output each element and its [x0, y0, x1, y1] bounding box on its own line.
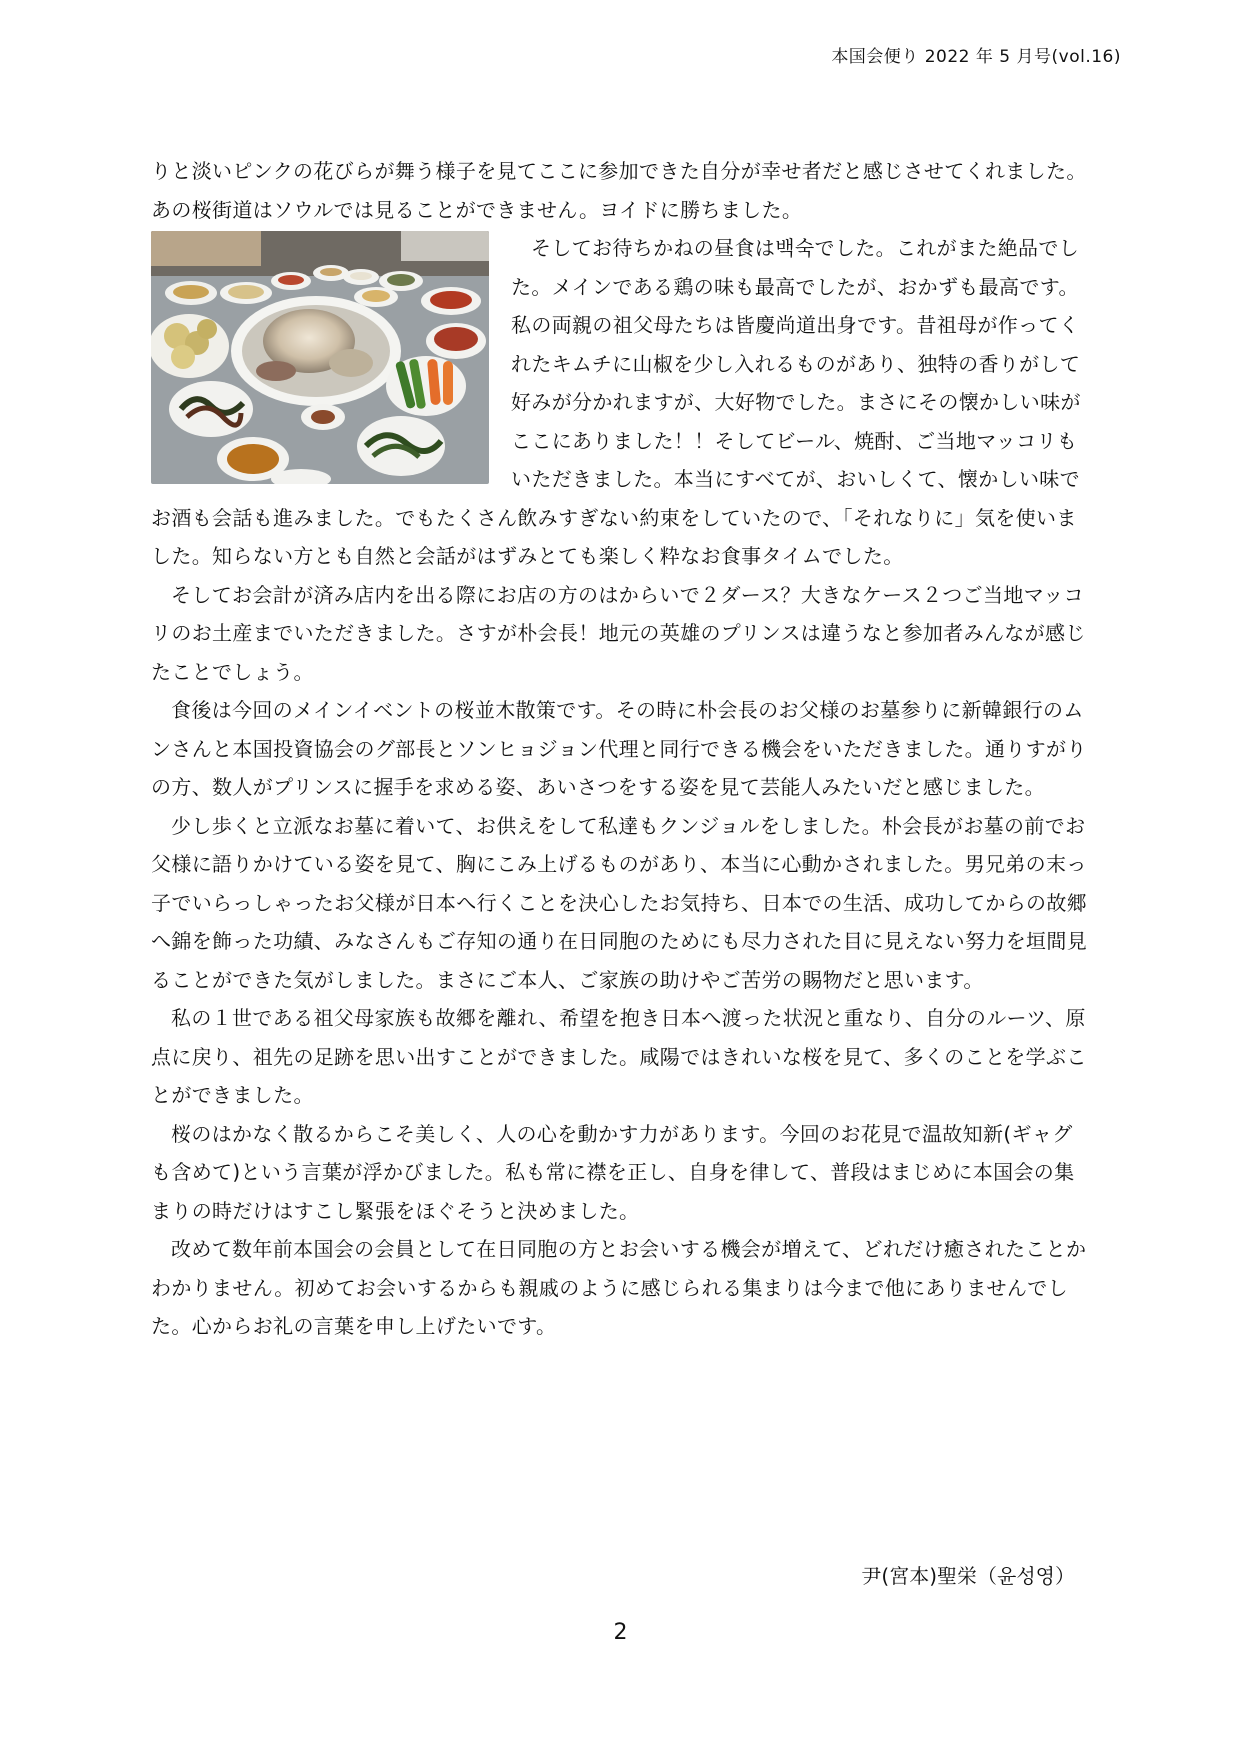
- meal-photo-graphic: [151, 231, 489, 484]
- paragraph: 少し歩くと立派なお墓に着いて、お供えをして私達もクンジョルをしました。朴会長がお墓の前でお父様に語りかけている姿を見て、胸にこみ上げるものがあり、本当に心動かされました。男兄弟の末っ子でいらっしゃったお父様が日本へ行くことを決心したお気持ち、日本での生活、成功してからの故郷へ錦を飾った功績、みなさんもご存知の通り在日同胞のためにも尽力された目に見えない努力を垣間見ることができた気がしました。まさにご本人、ご家族の助けやご苦労の賜物だと思います。: [151, 813, 1088, 992]
- paragraph: 桜のはかなく散るからこそ美しく、人の心を動かす力があります。今回のお花見で温故知新(ギャグも含めて)という言葉が浮かびました。私も常に襟を正し、自身を律して、普段はまじめに本国会の集まりの時だけはすこし緊張をほぐそうと決めました。: [151, 1121, 1075, 1223]
- paragraph: そしてお会計が済み店内を出る際にお店の方のはからいで２ダース？大きなケース２つご当地マッコリのお土産までいただきました。さすが朴会長！地元の英雄のプリンスは違うなと参加者みんなが感じたことでしょう。: [151, 582, 1086, 684]
- paragraph: 改めて数年前本国会の会員として在日同胞の方とお会いする機会が増えて、どれだけ癒されたことかわかりません。初めてお会いするからも親戚のように感じられる集まりは今まで他にありませんでした。心からお礼の言葉を申し上げたいです。: [151, 1237, 1087, 1338]
- paragraph: 食後は今回のメインイベントの桜並木散策です。その時に朴会長のお父様のお墓参りに新韓銀行のムンさんと本国投資協会のグ部長とソンヒョジョン代理と同行できる機会をいただきました。通りすがりの方、数人がプリンスに握手を求める姿、あいさつをする姿を見て芸能人みたいだと感じました。: [151, 698, 1087, 799]
- paragraph: りと淡いピンクの花びらが舞う様子を見てここに参加できた自分が幸せ者だと感じさせてくれました。あの桜街道はソウルでは見ることができません。ヨイドに勝ちました。: [151, 159, 1087, 222]
- paragraph: そしてお待ちかねの昼食は백숙でした。これがまた絶品でした。メインである鶏の味も最高でしたが、おかずも最高です。私の両親の祖父母たちは皆慶尚道出身です。昔祖母が作ってくれたキムチに山椒を少し入れるものがあり、独特の香りがして好みが分かれますが、大好物でした。まさにその懐かしい味がここにありました！！そしてビール、焼酎、ご当地マッコリもいただきました。本当にすべてが、おいしくて、懐かしい味でお酒も会話も進みました。でもたくさん飲みすぎない約束をしていたので、「それなりに」気を使いました。知らない方とも自然と会話がはずみとても楽しく粋なお食事タイムでした。: [151, 236, 1081, 568]
- korean-meal-photo: [151, 231, 489, 484]
- newsletter-header: 本国会便り 2022 年 5 月号(vol.16): [831, 47, 1121, 67]
- article-body: [151, 152, 1091, 1346]
- paragraph: 私の１世である祖父母家族も故郷を離れ、希望を抱き日本へ渡った状況と重なり、自分のルーツ、原点に戻り、祖先の足跡を思い出すことができました。咸陽ではきれいな桜を見て、多くのことを学ぶことができました。: [151, 1006, 1087, 1107]
- author-signature: 尹(宮本)聖栄（윤성영）: [861, 1564, 1075, 1588]
- page-number: 2: [613, 1620, 628, 1645]
